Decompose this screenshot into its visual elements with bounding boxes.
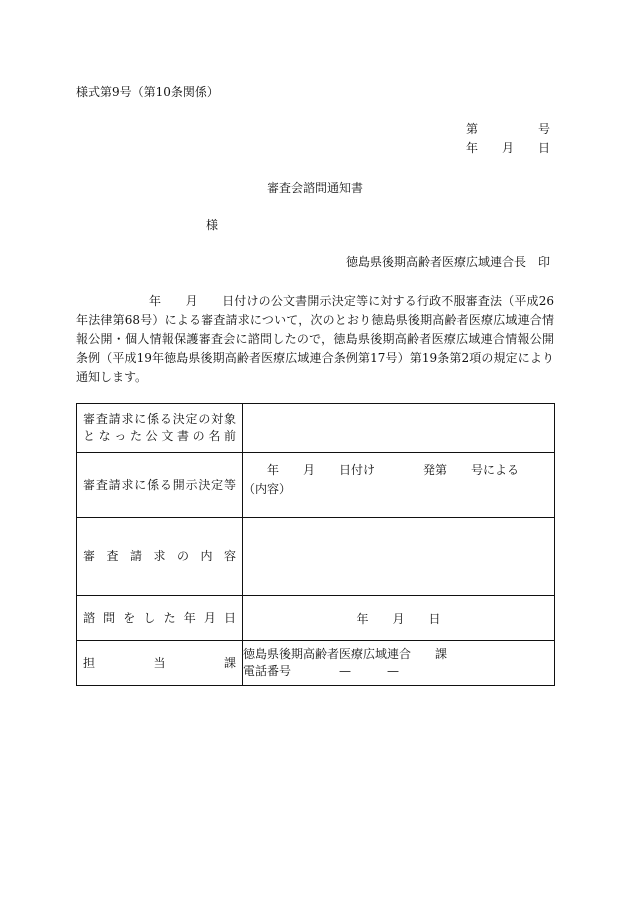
label-disclosure-decision: 審査請求に係る開示決定等: [83, 477, 236, 492]
body-paragraph-block: [76, 292, 554, 387]
date-line: 年 月 日: [465, 141, 550, 155]
table-row-responsible-section: [77, 641, 555, 686]
label-cell-request-content: [77, 518, 243, 596]
body-paragraph: 年 月 日付けの公文書開示決定等に対する行政不服審査法（平成26年法律第68号）による審査請求について，次のとおり徳島県後期高齢者医療広域連合情報公開・個人情報保護審査会に諮問したので，徳島県後期高齢者医療広域連合情報公開条例（平成19年徳島県後期高齢者医療広域連合条例第17号）第19条第2項の規定により通知します。: [76, 294, 554, 384]
value-disclosure-decision-line2: （内容）: [243, 482, 292, 496]
label-target-document-line1: 審査請求に係る決定の対象: [83, 412, 236, 426]
value-disclosure-decision-line1: 年 月 日付け 発第 号による: [243, 463, 520, 477]
label-cell-inquiry-date: [77, 596, 243, 641]
table-row-request-content: [77, 518, 555, 596]
table-row-inquiry-date: [77, 596, 555, 641]
label-inquiry-date: 諮問をした年月日: [83, 610, 236, 625]
label-request-content: 審査請求の内容: [83, 549, 236, 563]
document-title: 審査会諮問通知書: [266, 181, 363, 195]
value-responsible-section-line1: 徳島県後期高齢者医療広域連合 課: [243, 647, 448, 661]
sender-signature: 徳島県後期高齢者医療広域連合長 印: [345, 255, 550, 269]
table-row-target-document: [77, 404, 555, 453]
label-cell-target-document: [77, 404, 243, 453]
document-number-line: 第 号: [465, 122, 550, 136]
value-cell-responsible-section: [243, 641, 555, 686]
label-cell-responsible-section: [77, 641, 243, 686]
form-number: 様式第9号（第10条関係）: [76, 85, 219, 99]
value-cell-target-document: [243, 404, 555, 453]
label-cell-disclosure-decision: [77, 453, 243, 518]
table-row-disclosure-decision: [77, 453, 555, 518]
value-cell-request-content: [243, 518, 555, 596]
info-table: [76, 403, 555, 686]
value-phone-line: 電話番号 — —: [243, 664, 400, 678]
value-cell-disclosure-decision: [243, 453, 555, 518]
label-target-document-line2: となった公文書の名前: [83, 429, 236, 443]
value-inquiry-date: 年 月 日: [356, 611, 441, 626]
addressee: 様: [206, 218, 219, 232]
value-cell-inquiry-date: [243, 596, 555, 641]
label-responsible-section: 担当課: [83, 655, 236, 670]
